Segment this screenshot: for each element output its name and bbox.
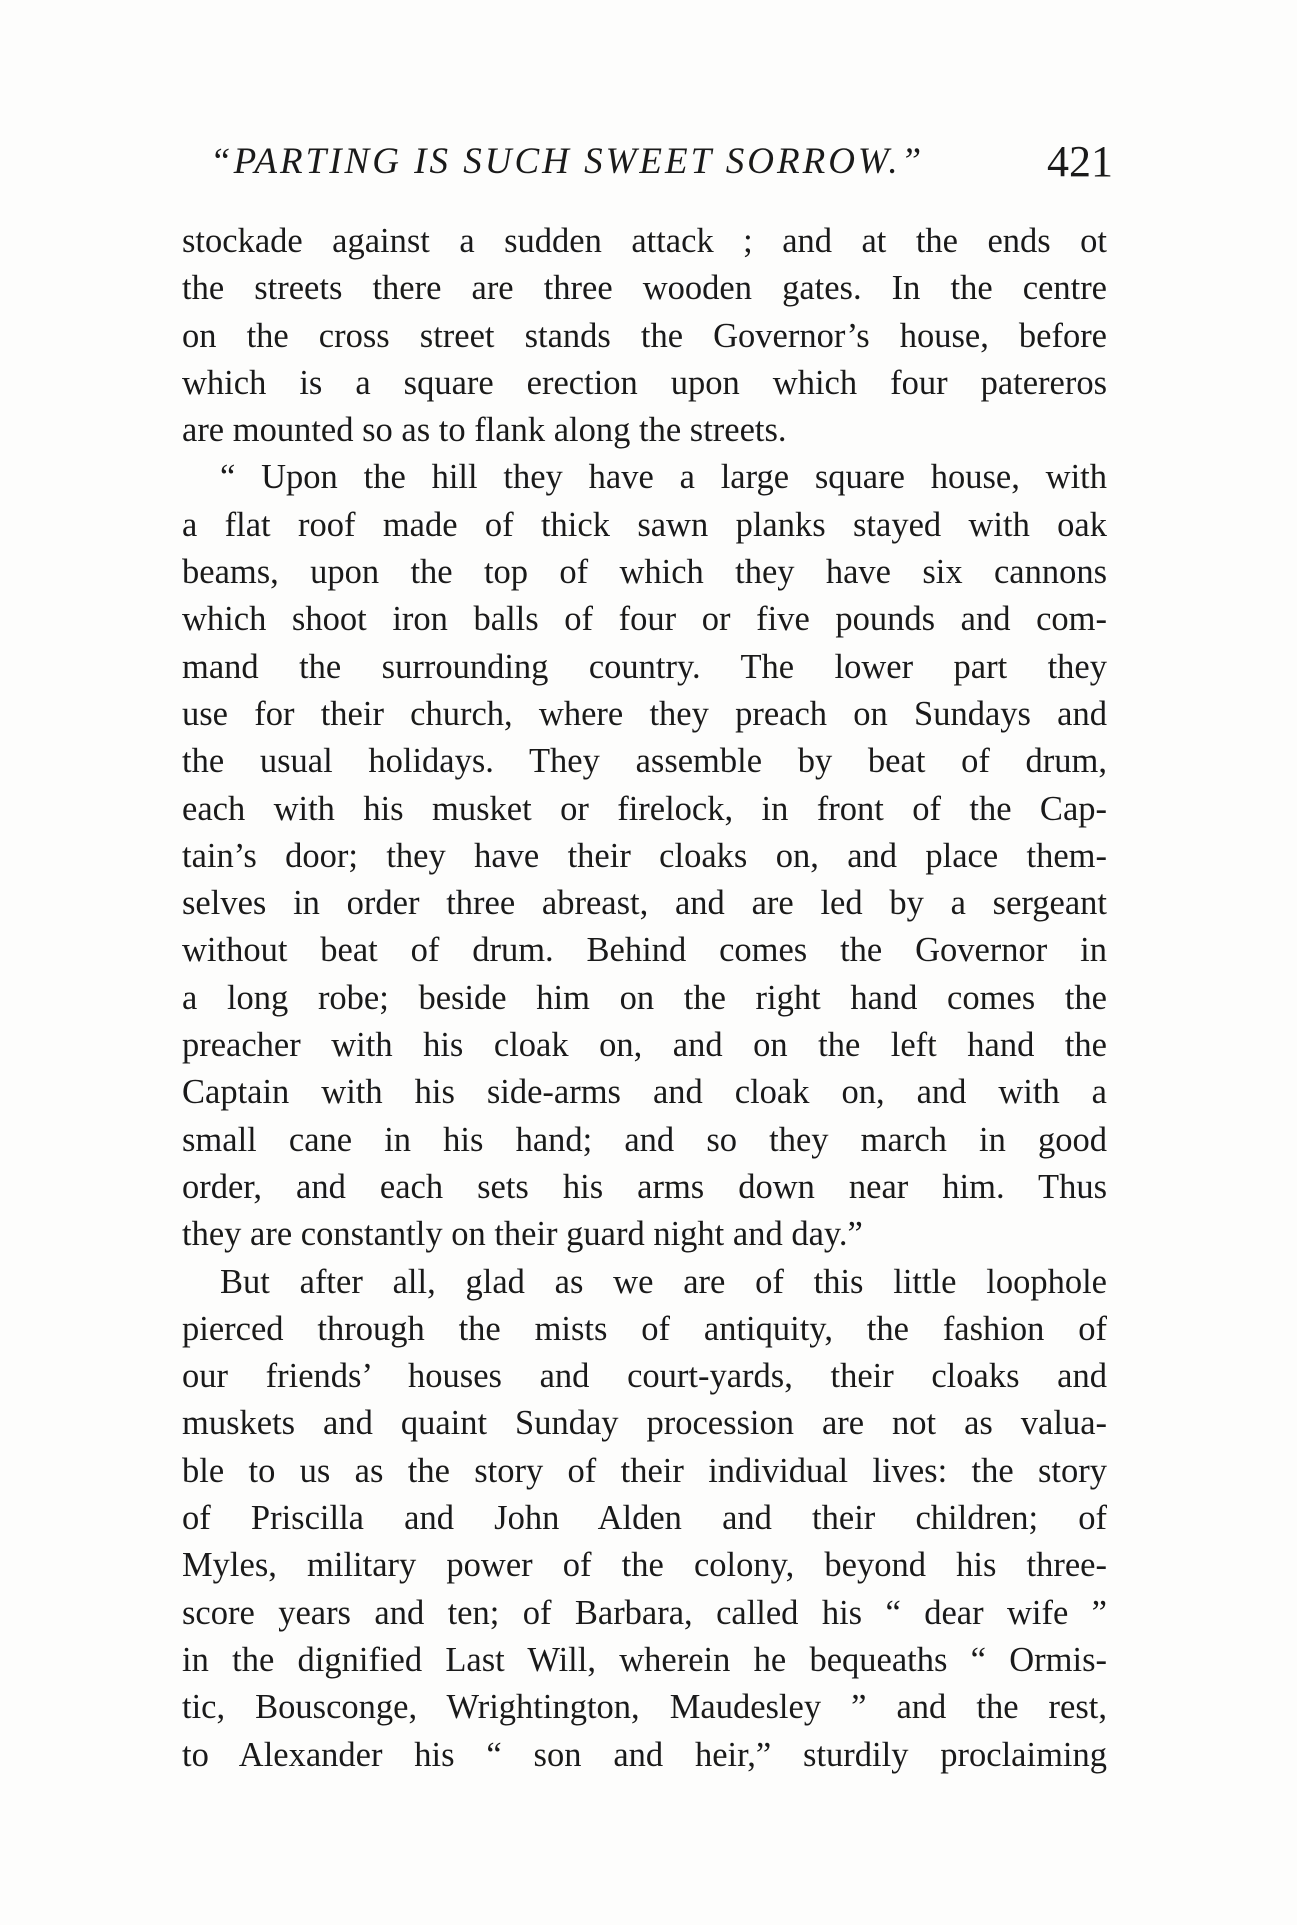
text-line: are mounted so as to flank along the streets. — [182, 411, 787, 450]
page-number: 421 — [1047, 137, 1113, 186]
text-line: pierced through the mists of antiquity, the fashion of — [182, 1309, 1107, 1348]
text-line: beams, upon the top of which they have six cannons — [182, 553, 1107, 592]
text-line: to Alexander his “ son and heir,” sturdily proclaiming — [182, 1735, 1107, 1774]
running-title: “PARTING IS SUCH SWEET SORROW.” — [210, 141, 925, 182]
text-line: Captain with his side-arms and cloak on, and with a — [182, 1073, 1107, 1112]
running-head — [210, 137, 1115, 200]
text-line: a long robe; beside him on the right hand comes the — [182, 978, 1107, 1017]
text-line: without beat of drum. Behind comes the Governor in — [182, 931, 1107, 970]
text-line: stockade against a sudden attack ; and at the ends ot — [182, 222, 1107, 260]
text-line: of Priscilla and John Alden and their children; of — [182, 1499, 1107, 1538]
text-line: they are constantly on their guard night and day.” — [182, 1215, 863, 1254]
text-line: tain’s door; they have their cloaks on, and place them- — [182, 836, 1107, 875]
text-line: “ Upon the hill they have a large square house, with — [220, 458, 1107, 497]
text-line: muskets and quaint Sunday procession are not as valua- — [182, 1404, 1107, 1443]
text-line: ble to us as the story of their individual lives: the story — [182, 1451, 1107, 1490]
text-line: order, and each sets his arms down near him. Thus — [182, 1167, 1107, 1206]
text-line: the usual holidays. They assemble by beat of drum, — [182, 742, 1107, 781]
text-line: which shoot iron balls of four or five pounds and com- — [182, 600, 1107, 639]
text-line: selves in order three abreast, and are led by a sergeant — [182, 884, 1107, 923]
text-line: a flat roof made of thick sawn planks stayed with oak — [182, 505, 1107, 544]
text-line: Myles, military power of the colony, beyond his three- — [182, 1546, 1107, 1585]
text-line: small cane in his hand; and so they march in good — [182, 1120, 1107, 1159]
text-line: preacher with his cloak on, and on the left hand the — [182, 1026, 1107, 1065]
text-line: tic, Bousconge, Wrightington, Maudesley ” and the rest, — [182, 1688, 1107, 1727]
text-line: on the cross street stands the Governor’s house, before — [182, 316, 1107, 355]
text-line: in the dignified Last Will, wherein he bequeaths “ Ormis- — [182, 1640, 1107, 1679]
text-line: But after all, glad as we are of this little loophole — [220, 1262, 1107, 1301]
body-text — [182, 218, 1107, 1779]
text-line: each with his musket or firelock, in front of the Cap- — [182, 789, 1107, 828]
text-line: our friends’ houses and court-yards, their cloaks and — [182, 1357, 1107, 1396]
text-line: use for their church, where they preach on Sundays and — [182, 694, 1107, 733]
text-line: the streets there are three wooden gates. In the centre — [182, 269, 1107, 308]
text-line: score years and ten; of Barbara, called his “ dear wife ” — [182, 1593, 1107, 1632]
text-line: which is a square erection upon which four patereros — [182, 363, 1107, 402]
text-line: mand the surrounding country. The lower part they — [182, 647, 1107, 686]
